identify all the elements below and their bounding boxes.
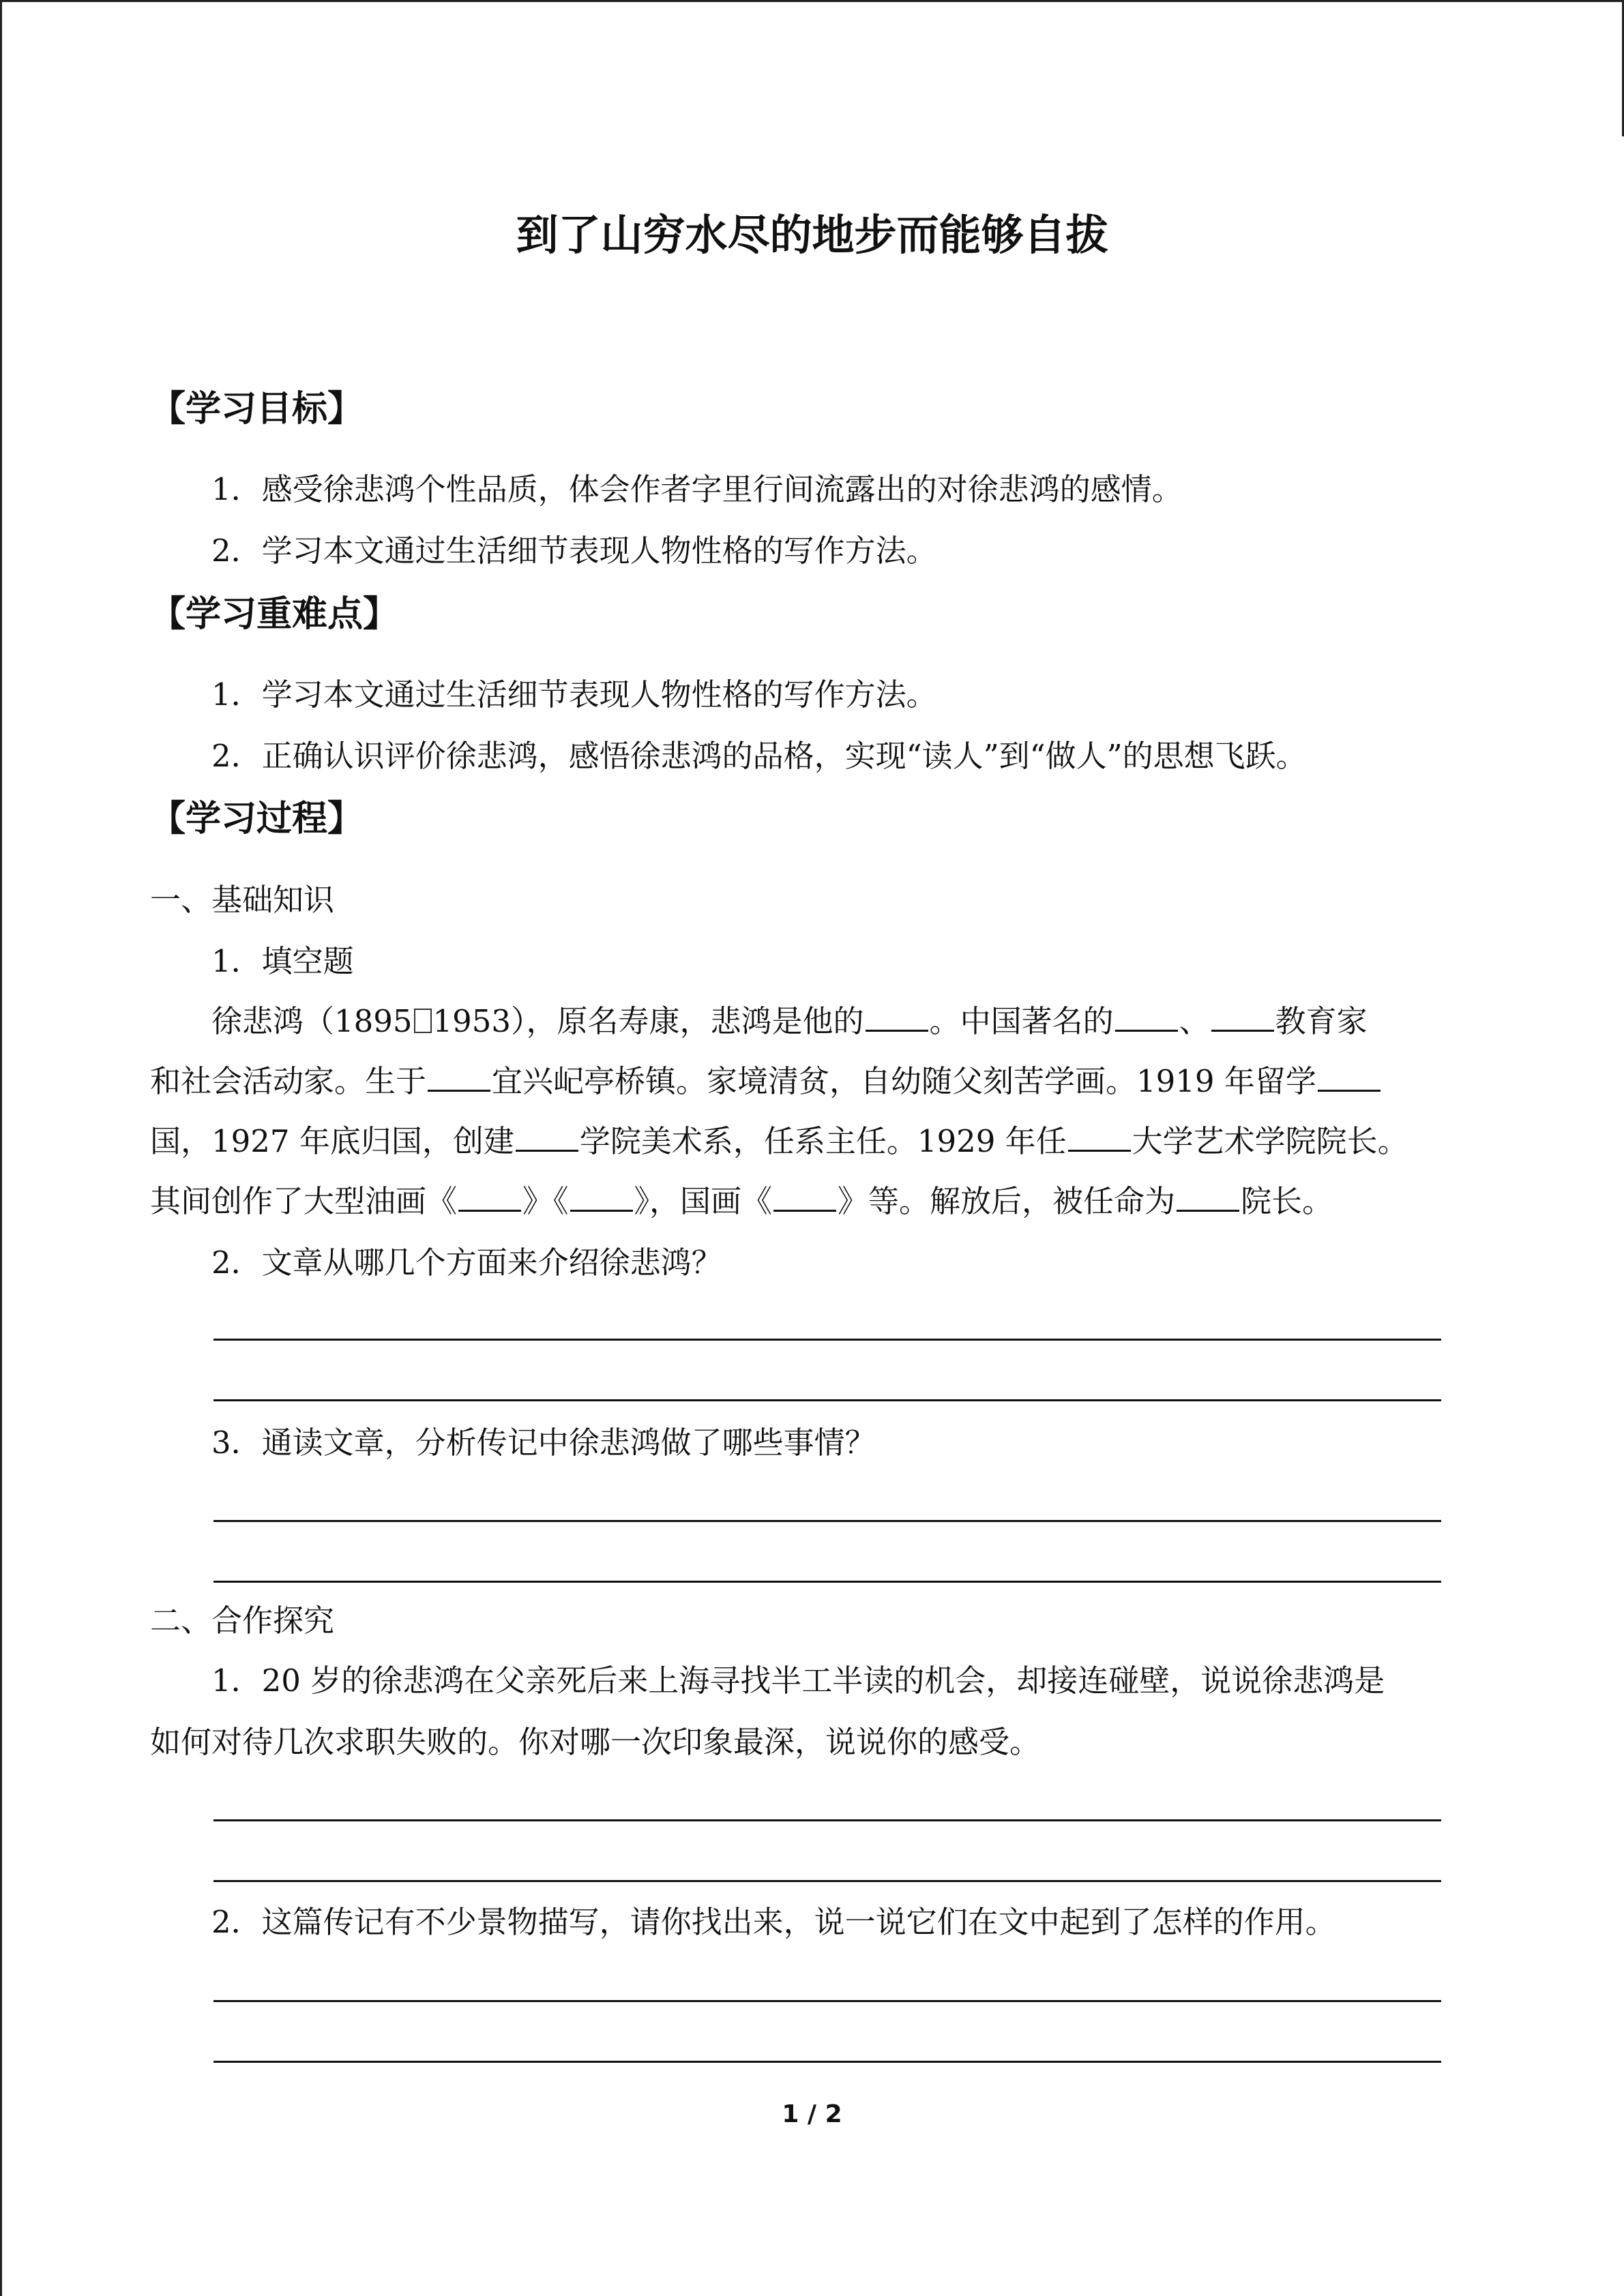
fill-in-question-label: 1．填空题 xyxy=(211,943,354,979)
fill-text: 》《 xyxy=(522,1183,569,1219)
answer-line[interactable] xyxy=(213,1819,1441,1821)
fill-text: 和社会活动家。生于 xyxy=(150,1063,427,1099)
part2-label: 二、合作探究 xyxy=(150,1602,335,1639)
fill-blank[interactable] xyxy=(458,1180,521,1212)
fill-text: 学院美术系，任系主任。1929 年任 xyxy=(579,1123,1067,1159)
key-point-item-1: 1．学习本文通过生活细节表现人物性格的写作方法。 xyxy=(211,676,937,713)
page-title: 到了山穷水尽的地步而能够自拔 xyxy=(516,210,1108,260)
page-frame-left xyxy=(0,0,2,2296)
fill-blank[interactable] xyxy=(1177,1180,1239,1212)
fill-blank[interactable] xyxy=(1068,1120,1131,1152)
answer-line[interactable] xyxy=(213,1520,1441,1522)
fill-in-line-4 xyxy=(150,1180,1333,1223)
fill-text: 徐悲鸿（1895 xyxy=(211,1003,413,1039)
page-frame-top xyxy=(0,0,1624,2)
fill-blank[interactable] xyxy=(428,1060,490,1092)
fill-in-line-2 xyxy=(150,1060,1382,1103)
fill-text: 。中国著名的 xyxy=(929,1003,1114,1039)
answer-line[interactable] xyxy=(213,2000,1441,2002)
fill-text: 其间创作了大型油画《 xyxy=(150,1183,458,1219)
fill-text: 宜兴屺亭桥镇。家境清贫，自幼随父刻苦学画。1919 年留学 xyxy=(492,1063,1316,1099)
fill-text: 1953），原名寿康，悲鸿是他的 xyxy=(432,1003,864,1039)
fill-blank[interactable] xyxy=(773,1180,836,1212)
answer-line[interactable] xyxy=(213,1339,1441,1341)
answer-line[interactable] xyxy=(213,1581,1441,1583)
fill-blank[interactable] xyxy=(1211,1000,1274,1032)
fill-blank[interactable] xyxy=(1318,1060,1381,1092)
question-2: 2．文章从哪几个方面来介绍徐悲鸿？ xyxy=(211,1244,722,1281)
inquiry-question-1-cont: 如何对待几次求职失败的。你对哪一次印象最深，说说你的感受。 xyxy=(150,1724,1041,1760)
process-heading: 【学习过程】 xyxy=(150,799,364,839)
answer-line[interactable] xyxy=(213,1399,1441,1401)
page-number: 1 / 2 xyxy=(782,2100,842,2128)
fill-blank[interactable] xyxy=(516,1120,578,1152)
fill-in-line-1 xyxy=(211,1000,1368,1043)
goal-item-2: 2．学习本文通过生活细节表现人物性格的写作方法。 xyxy=(211,533,937,569)
part1-label: 一、基础知识 xyxy=(150,882,335,918)
fill-text: 国，1927 年底归国，创建 xyxy=(150,1123,514,1159)
missing-glyph-box xyxy=(414,1009,432,1033)
inquiry-question-1: 1．20 岁的徐悲鸿在父亲死后来上海寻找半工半读的机会，却接连碰壁，说说徐悲鸿是 xyxy=(211,1663,1385,1699)
fill-text: 、 xyxy=(1179,1003,1210,1039)
question-3: 3．通读文章，分析传记中徐悲鸿做了哪些事情？ xyxy=(211,1425,876,1461)
fill-text: 大学艺术学院院长。 xyxy=(1132,1123,1408,1159)
fill-text: 教育家 xyxy=(1275,1003,1368,1039)
answer-line[interactable] xyxy=(213,2061,1441,2063)
key-point-item-2: 2．正确认识评价徐悲鸿，感悟徐悲鸿的品格，实现“读人”到“做人”的思想飞跃。 xyxy=(211,738,1307,774)
fill-blank[interactable] xyxy=(866,1000,928,1032)
fill-blank[interactable] xyxy=(570,1180,633,1212)
answer-line[interactable] xyxy=(213,1880,1441,1882)
goal-item-1: 1．感受徐悲鸿个性品质，体会作者字里行间流露出的对徐悲鸿的感情。 xyxy=(211,471,1183,507)
fill-text: 》，国画《 xyxy=(634,1183,773,1219)
inquiry-question-2: 2．这篇传记有不少景物描写，请你找出来，说一说它们在文中起到了怎样的作用。 xyxy=(211,1904,1336,1940)
key-points-heading: 【学习重难点】 xyxy=(150,594,399,635)
goals-heading: 【学习目标】 xyxy=(150,389,364,430)
fill-blank[interactable] xyxy=(1115,1000,1178,1032)
fill-text: 院长。 xyxy=(1241,1183,1333,1219)
fill-in-line-3 xyxy=(150,1120,1408,1163)
fill-text: 》等。解放后，被任命为 xyxy=(838,1183,1176,1219)
